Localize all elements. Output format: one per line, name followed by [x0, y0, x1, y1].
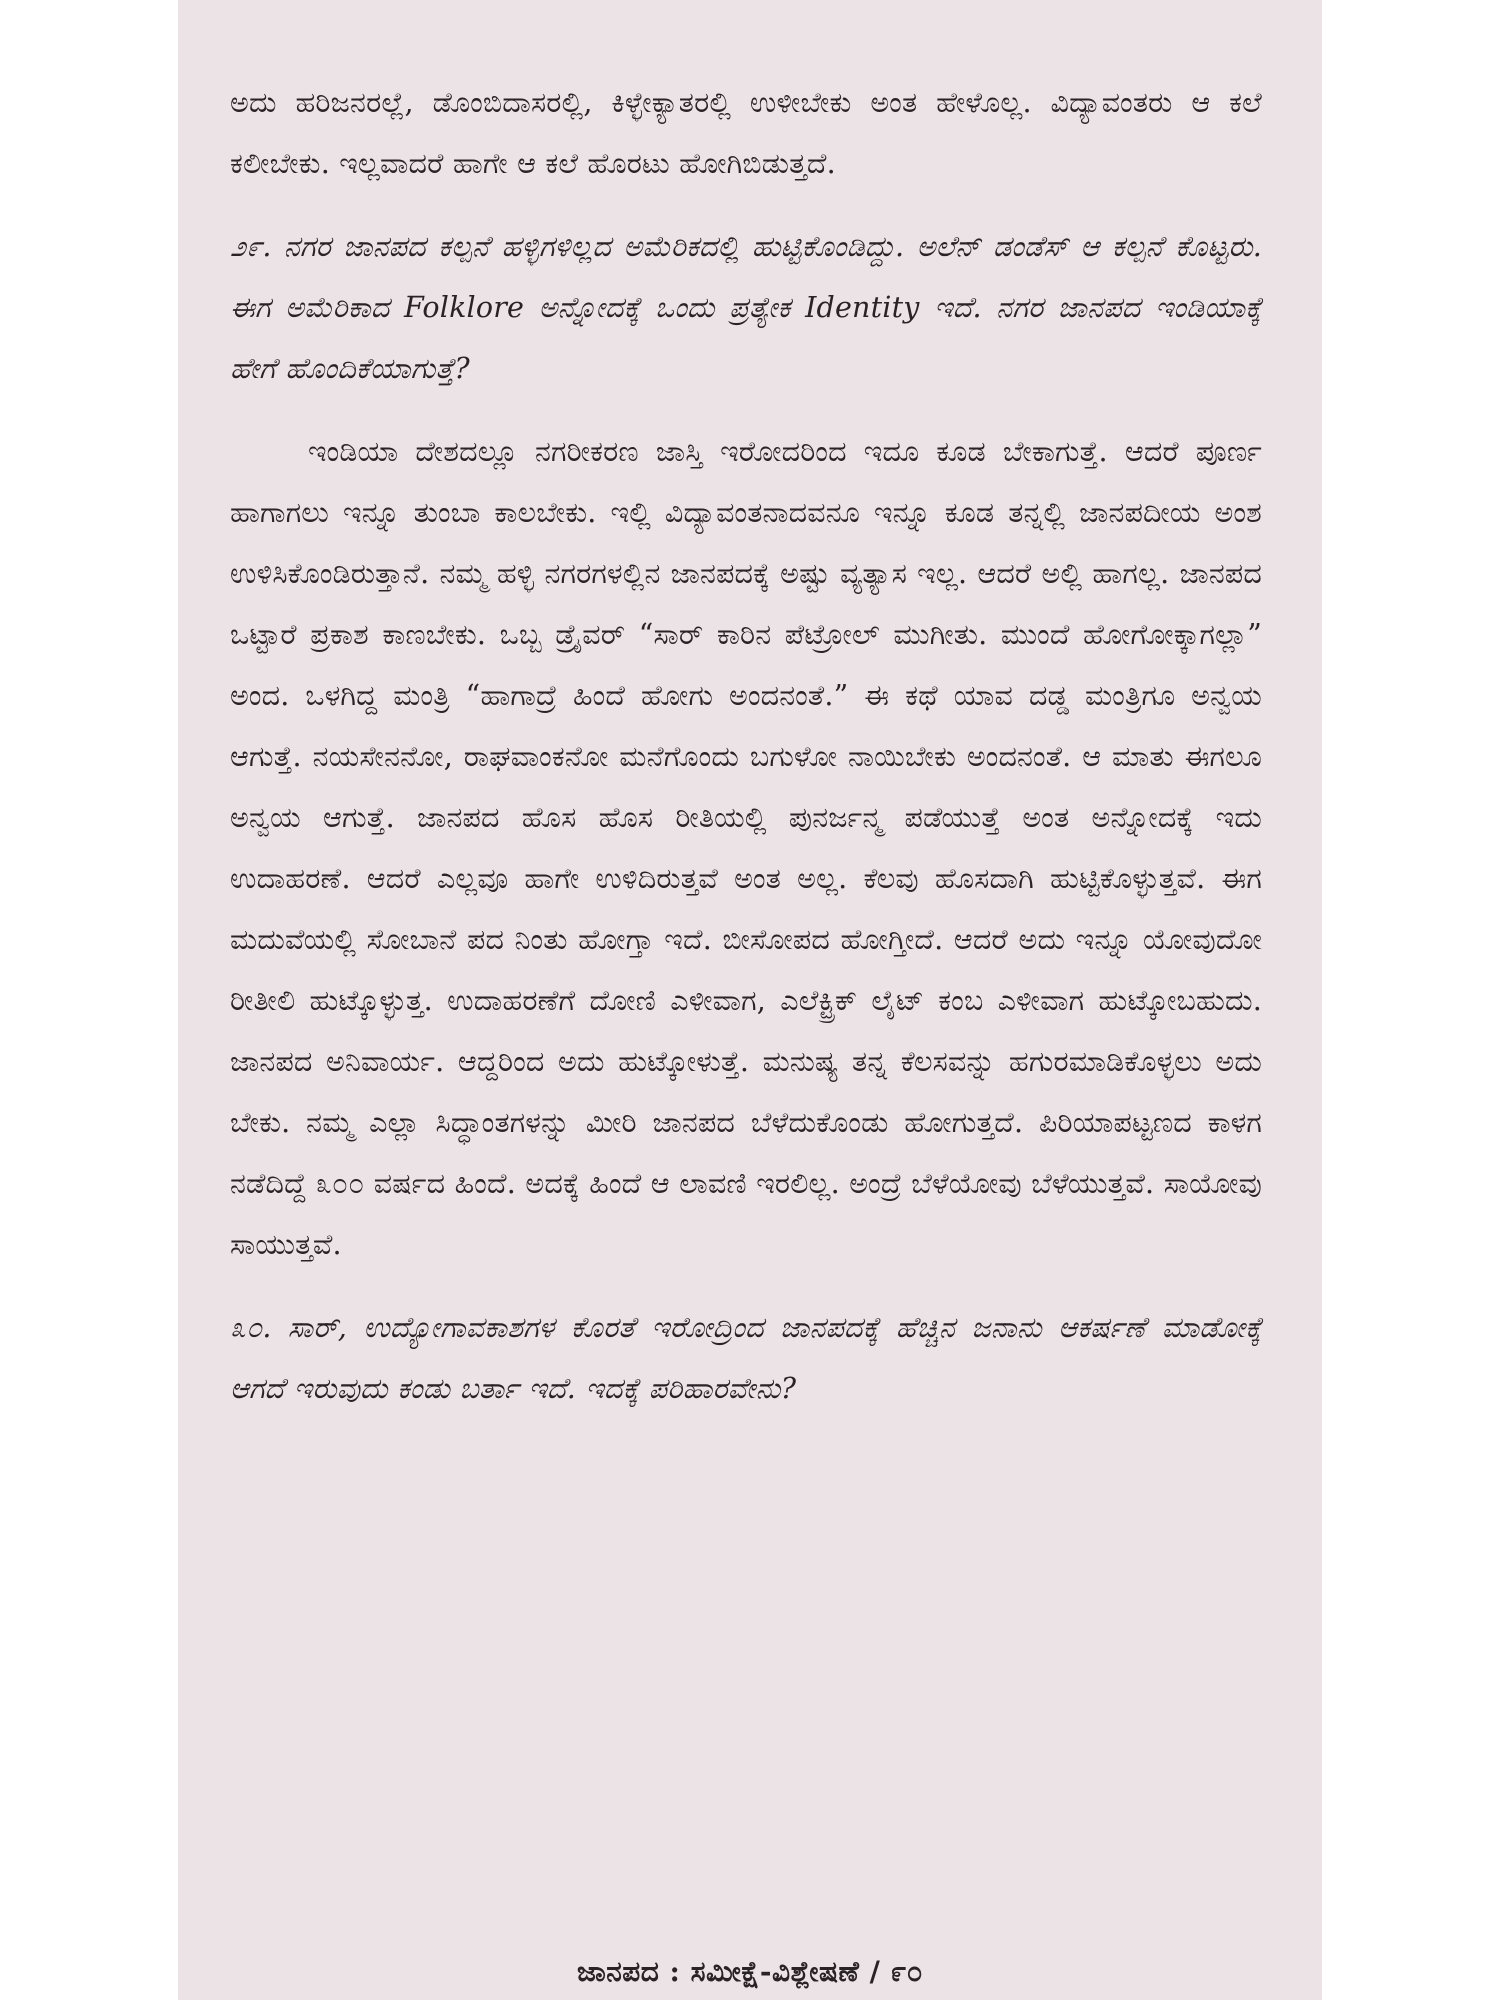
footer-book-title: ಜಾನಪದ : ಸಮೀಕ್ಷೆ-ವಿಶ್ಲೇಷಣೆ: [577, 1955, 860, 1988]
book-page: [178, 0, 1322, 2000]
footer-page-number: ೯೦: [890, 1955, 923, 1988]
question-29: ೨೯. ನಗರ ಜಾನಪದ ಕಲ್ಪನೆ ಹಳ್ಳಿಗಳಿಲ್ಲದ ಅಮೆರಿಕದಲ್ಲಿ ಹುಟ್ಟಿಕೊಂಡಿದ್ದು. ಅಲೆನ್ ಡಂಡೆಸ್ ಆ ಕಲ್ಪನೆ ಕೊಟ್ಟರು. ಈಗ ಅಮೆರಿಕಾದ Folklore ಅನ್ನೋದಕ್ಕೆ ಒಂದು ಪ್ರತ್ಯೇಕ Identity ಇದೆ. ನಗರ ಜಾನಪದ ಇಂಡಿಯಾಕ್ಕೆ ಹೇಗೆ ಹೊಂದಿಕೆಯಾಗುತ್ತೆ?: [230, 230, 1262, 385]
answer-paragraph-continued: ಅದು ಹರಿಜನರಲ್ಲೆ, ಡೊಂಬಿದಾಸರಲ್ಲಿ, ಕಿಳ್ಳೇಕ್ಯಾತರಲ್ಲಿ ಉಳೀಬೇಕು ಅಂತ ಹೇಳೊಲ್ಲ. ವಿದ್ಯಾವಂತರು ಆ ಕಲೆ ಕಲೀಬೇಕು. ಇಲ್ಲವಾದರೆ ಹಾಗೇ ಆ ಕಲೆ ಹೊರಟು ಹೋಗಿಬಿಡುತ್ತದೆ.: [230, 86, 1262, 180]
answer-29: ಇಂಡಿಯಾ ದೇಶದಲ್ಲೂ ನಗರೀಕರಣ ಜಾಸ್ತಿ ಇರೋದರಿಂದ ಇದೂ ಕೂಡ ಬೇಕಾಗುತ್ತೆ. ಆದರೆ ಪೂರ್ಣ ಹಾಗಾಗಲು ಇನ್ನೂ ತುಂಬಾ ಕಾಲಬೇಕು. ಇಲ್ಲಿ ವಿದ್ಯಾವಂತನಾದವನೂ ಇನ್ನೂ ಕೂಡ ತನ್ನಲ್ಲಿ ಜಾನಪದೀಯ ಅಂಶ ಉಳಿಸಿಕೊಂಡಿರುತ್ತಾನೆ. ನಮ್ಮ ಹಳ್ಳಿ ನಗರಗಳಲ್ಲಿನ ಜಾನಪದಕ್ಕೆ ಅಷ್ಟು ವ್ಯತ್ಯಾಸ ಇಲ್ಲ. ಆದರೆ ಅಲ್ಲಿ ಹಾಗಲ್ಲ. ಜಾನಪದ ಒಟ್ಟಾರೆ ಪ್ರಕಾಶ ಕಾಣಬೇಕು. ಒಬ್ಬ ಡ್ರೈವರ್ “ಸಾರ್ ಕಾರಿನ ಪೆಟ್ರೋಲ್ ಮುಗೀತು. ಮುಂದೆ ಹೋಗೋಕ್ಕಾಗಲ್ಲಾ” ಅಂದ. ಒಳಗಿದ್ದ ಮಂತ್ರಿ “ಹಾಗಾದ್ರೆ ಹಿಂದೆ ಹೋಗು ಅಂದನಂತೆ.” ಈ ಕಥೆ ಯಾವ ದಡ್ಡ ಮಂತ್ರಿಗೂ ಅನ್ವಯ ಆಗುತ್ತೆ. ನಯಸೇನನೋ, ರಾಘವಾಂಕನೋ ಮನೆಗೊಂದು ಬಗುಳೋ ನಾಯಿಬೇಕು ಅಂದನಂತೆ. ಆ ಮಾತು ಈಗಲೂ ಅನ್ವಯ ಆಗುತ್ತೆ. ಜಾನಪದ ಹೊಸ ಹೊಸ ರೀತಿಯಲ್ಲಿ ಪುನರ್ಜನ್ಮ ಪಡೆಯುತ್ತೆ ಅಂತ ಅನ್ನೋದಕ್ಕೆ ಇದು ಉದಾಹರಣೆ. ಆದರೆ ಎಲ್ಲವೂ ಹಾಗೇ ಉಳಿದಿರುತ್ತವೆ ಅಂತ ಅಲ್ಲ. ಕೆಲವು ಹೊಸದಾಗಿ ಹುಟ್ಟಿಕೊಳ್ಳುತ್ತವೆ. ಈಗ ಮದುವೆಯಲ್ಲಿ ಸೋಬಾನೆ ಪದ ನಿಂತು ಹೋಗ್ತಾ ಇದೆ. ಬೀಸೋಪದ ಹೋಗ್ತೀದೆ. ಆದರೆ ಅದು ಇನ್ನೂ ಯೋವುದೋ ರೀತೀಲಿ ಹುಟ್ಕೊಳ್ಳುತ್ತ. ಉದಾಹರಣೆಗೆ ದೋಣಿ ಎಳೀವಾಗ, ಎಲೆಕ್ಟ್ರಿಕ್ ಲೈಟ್ ಕಂಬ ಎಳೀವಾಗ ಹುಟ್ಕೋಬಹುದು. ಜಾನಪದ ಅನಿವಾರ್ಯ. ಆದ್ದರಿಂದ ಅದು ಹುಟ್ಕೋಳುತ್ತೆ. ಮನುಷ್ಯ ತನ್ನ ಕೆಲಸವನ್ನು ಹಗುರಮಾಡಿಕೊಳ್ಳಲು ಅದು ಬೇಕು. ನಮ್ಮ ಎಲ್ಲಾ ಸಿದ್ಧಾಂತಗಳನ್ನು ಮೀರಿ ಜಾನಪದ ಬೆಳೆದುಕೊಂಡು ಹೋಗುತ್ತದೆ. ಪಿರಿಯಾಪಟ್ಟಣದ ಕಾಳಗ ನಡೆದಿದ್ದೆ ೩೦೦ ವರ್ಷದ ಹಿಂದೆ. ಅದಕ್ಕೆ ಹಿಂದೆ ಆ ಲಾವಣಿ ಇರಲಿಲ್ಲ. ಅಂದ್ರೆ ಬೆಳೆಯೋವು ಬೆಳೆಯುತ್ತವೆ. ಸಾಯೋವು ಸಾಯುತ್ತವೆ.: [230, 435, 1262, 1261]
footer-separator: /: [869, 1955, 881, 1988]
page-footer: [178, 1955, 1322, 1989]
question-30: ೩೦. ಸಾರ್, ಉದ್ಯೋಗಾವಕಾಶಗಳ ಕೊರತೆ ಇರೋದ್ರಿಂದ ಜಾನಪದಕ್ಕೆ ಹೆಚ್ಚಿನ ಜನಾನು ಆಕರ್ಷಣೆ ಮಾಡೋಕ್ಕೆ ಆಗದೆ ಇರುವುದು ಕಂಡು ಬರ್ತಾ ಇದೆ. ಇದಕ್ಕೆ ಪರಿಹಾರವೇನು?: [230, 1311, 1262, 1405]
